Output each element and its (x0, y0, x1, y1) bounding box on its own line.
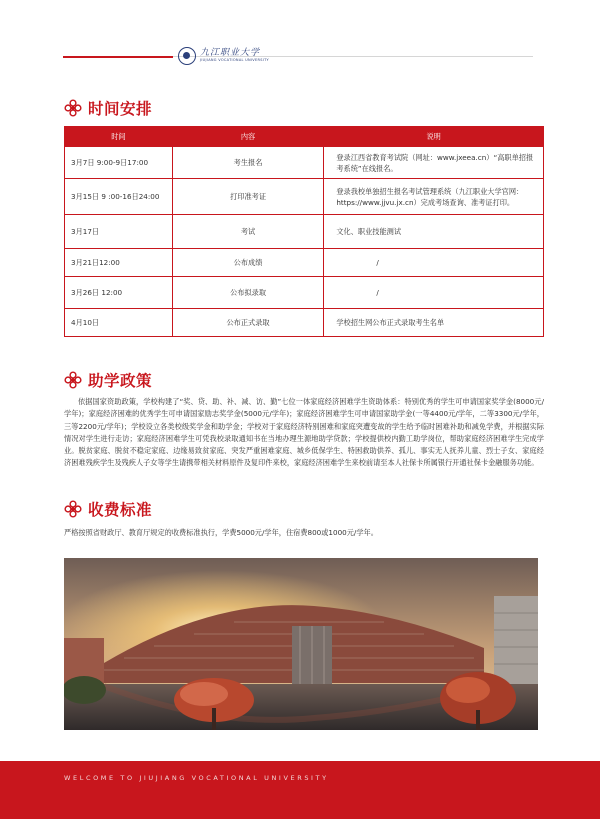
header-content: 内容 (172, 127, 324, 147)
logo-text-en: JIUJIANG VOCATIONAL UNIVERSITY (200, 58, 269, 63)
table-row (65, 309, 544, 337)
flower-icon (64, 371, 82, 389)
cell-content: 公布成绩 (172, 249, 324, 277)
cell-note: 登录我校单独招生报名考试管理系统（九江职业大学官网：https://www.jjvu.jx.cn）完成考场查询、准考证打印。 (324, 179, 544, 215)
table-row (65, 179, 544, 215)
university-logo (178, 47, 269, 65)
campus-photo (64, 558, 538, 730)
cell-time: 3月17日 (65, 215, 173, 249)
table-row (65, 277, 544, 309)
flower-icon (64, 500, 82, 518)
logo-text-cn: 九江职业大学 (200, 48, 261, 59)
cell-note: 登录江西省教育考试院（网址：www.jxeea.cn）“高职单招报考系统”在线报名。 (324, 147, 544, 179)
cell-time: 4月10日 (65, 309, 173, 337)
table-row (65, 249, 544, 277)
fees-paragraph: 严格按照省财政厅、教育厅规定的收费标准执行，学费5000元/学年，住宿费800或1000元/学年。 (64, 528, 378, 537)
cell-time: 3月7日 9:00-9日17:00 (65, 147, 173, 179)
schedule-heading (64, 97, 152, 119)
table-row (65, 215, 544, 249)
cell-content: 考生报名 (172, 147, 324, 179)
aid-heading (64, 369, 152, 391)
table-header-row (65, 127, 544, 147)
aid-paragraph: 依据国家资助政策，学校构建了“奖、贷、助、补、减、访、勤”七位一体家庭经济困难学生资助体系：特别优秀的学生可申请国家奖学金(8000元/学年)；家庭经济困难的优秀学生可申请国家励志奖学金(5000元/学年)；家庭经济困难学生可申请国家助学金(一等4400元/学年，二等3300元/学年，三等2200元/学年)；学校设立各类校级奖学金和助学金；学校对于家庭经济特别困难和家庭突遭变故的学生给予临时困难补助和减免学费，并根据实际情况对学生进行走访；家庭经济困难学生可凭我校录取通知书在当地办理生源地助学贷款；学校提供校内勤工助学岗位，帮助家庭经济困难学生完成学业。脱贫家庭、脱贫不稳定家庭、边缘易致贫家庭、突发严重困难家庭、城乡低保学生、特困救助供养、孤儿、事实无人抚养儿童、烈士子女、家庭经济困难残疾学生及残疾人子女等学生请携带相关材料原件及复印件来校，家庭经济困难学生来校前请至本人社保卡所属银行开通社保卡金融服务功能。 (64, 397, 544, 468)
fees-heading (64, 498, 152, 520)
university-seal-icon (178, 47, 196, 65)
table-row (65, 147, 544, 179)
footer-band (0, 761, 600, 819)
schedule-title: 时间安排 (88, 100, 153, 118)
cell-time: 3月26日 12:00 (65, 277, 173, 309)
aid-title: 助学政策 (88, 372, 153, 390)
footer-slogan: WELCOME TO JIUJIANG VOCATIONAL UNIVERSITY (64, 774, 329, 782)
header-accent-bar (63, 56, 173, 58)
cell-note: / (324, 249, 544, 277)
cell-content: 公布拟录取 (172, 277, 324, 309)
cell-content: 考试 (172, 215, 324, 249)
schedule-table (64, 126, 544, 337)
cell-content: 打印准考证 (172, 179, 324, 215)
fees-title: 收费标准 (88, 501, 153, 519)
cell-note: 学校招生网公布正式录取考生名单 (324, 309, 544, 337)
flower-icon (64, 99, 82, 117)
cell-time: 3月15日 9 :00-16日24:00 (65, 179, 173, 215)
header-time: 时间 (65, 127, 173, 147)
cell-content: 公布正式录取 (172, 309, 324, 337)
header-note: 说明 (324, 127, 544, 147)
cell-note: 文化、职业技能测试 (324, 215, 544, 249)
campus-building-illustration (64, 558, 538, 730)
cell-note: / (324, 277, 544, 309)
cell-time: 3月21日12:00 (65, 249, 173, 277)
